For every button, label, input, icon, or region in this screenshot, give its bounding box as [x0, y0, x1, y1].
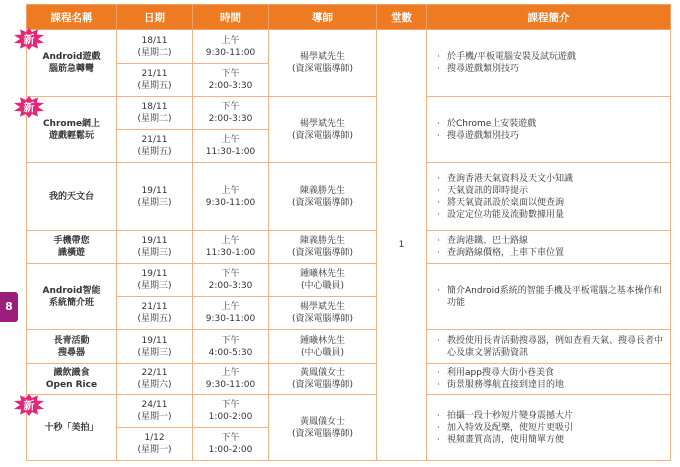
list-item: · 查詢港鐵、巴士路線	[437, 235, 670, 247]
session-date: 19/11 (星期三)	[117, 264, 193, 297]
list-item: · 查詢香港天氣資料及天文小知識	[437, 173, 670, 185]
list-item: · 設定定位功能及流動數據用量	[437, 209, 670, 221]
tutor-name: 楊學斌先生 (資深電腦導師)	[269, 30, 377, 97]
course-name: Chrome網上 遊戲輕鬆玩	[27, 97, 117, 163]
page-number-tab: 8	[0, 292, 18, 322]
course-summary	[427, 163, 671, 231]
header-tutor: 導師	[269, 5, 377, 30]
session-date: 21/11 (星期五)	[117, 130, 193, 163]
tutor-name: 楊學斌先生 (資深電腦導師)	[269, 297, 377, 330]
tutor-name: 黃鳳儀女士 (資深電腦導師)	[269, 395, 377, 461]
summary-list	[437, 173, 670, 221]
header-course: 課程名稱	[27, 5, 117, 30]
session-date: 22/11 (星期六)	[117, 364, 193, 395]
course-summary	[427, 264, 671, 330]
header-time: 時間	[193, 5, 269, 30]
tutor-name: 鍾曦林先生 (中心職員)	[269, 330, 377, 364]
table-row	[27, 330, 671, 364]
list-item: · 搜尋遊戲類別技巧	[437, 63, 670, 75]
course-summary	[427, 364, 671, 395]
table-row	[27, 264, 671, 297]
session-date: 21/11 (星期五)	[117, 297, 193, 330]
table-row	[27, 163, 671, 231]
session-time: 上午 11:30-1:00	[193, 130, 269, 163]
list-item: · 簡介Android系統的智能手機及平板電腦之基本操作和功能	[437, 285, 670, 309]
course-summary	[427, 330, 671, 364]
list-item: · 教授使用長青活動搜尋器，例如查看天氣、搜尋長者中心及康文署活動資訊	[437, 335, 670, 359]
course-name: 識飲識食 Open Rice	[27, 364, 117, 395]
session-date: 21/11 (星期五)	[117, 64, 193, 97]
header-sessions: 堂數	[377, 5, 427, 30]
course-name: 手機帶您 識橫遊	[27, 231, 117, 264]
table-row	[27, 30, 671, 64]
course-name: 十秒「美拍」	[27, 395, 117, 461]
table-row	[27, 364, 671, 395]
session-time: 下午 2:00-3:30	[193, 264, 269, 297]
course-summary	[427, 395, 671, 461]
tutor-name: 鍾曦林先生 (中心職員)	[269, 264, 377, 297]
session-time: 上午 9:30-11:00	[193, 364, 269, 395]
list-item: · 拍攝一段十秒短片變身震撼大片	[437, 410, 670, 422]
list-item: · 天氣資訊的即時提示	[437, 185, 670, 197]
summary-list	[437, 235, 670, 259]
summary-list	[437, 118, 670, 142]
table-row	[27, 231, 671, 264]
session-time: 上午 11:30-1:00	[193, 231, 269, 264]
list-item: · 於Chrome上安裝遊戲	[437, 118, 670, 130]
summary-list	[437, 51, 670, 75]
tutor-name: 黃鳳儀女士 (資深電腦導師)	[269, 364, 377, 395]
course-name: 我的天文台	[27, 163, 117, 231]
list-item: · 將天氣資訊設於桌面以便查詢	[437, 197, 670, 209]
course-name: Android遊戲 腦筋急轉彎	[27, 30, 117, 97]
session-time: 上午 9:30-11:00	[193, 163, 269, 231]
table-row	[27, 395, 671, 428]
summary-list	[437, 410, 670, 446]
tutor-name: 陳義勝先生 (資深電腦導師)	[269, 231, 377, 264]
tutor-name: 楊學斌先生 (資深電腦導師)	[269, 97, 377, 163]
course-summary	[427, 231, 671, 264]
table-row	[27, 97, 671, 130]
session-time: 下午 1:00-2:00	[193, 395, 269, 428]
session-date: 19/11 (星期三)	[117, 330, 193, 364]
summary-list	[437, 335, 670, 359]
list-item: · 加入特效及配樂，使短片更吸引	[437, 422, 670, 434]
list-item: · 視頻畫質高清，使用簡單方便	[437, 434, 670, 446]
session-date: 19/11 (星期三)	[117, 231, 193, 264]
course-summary	[427, 30, 671, 97]
new-badge: 新	[14, 28, 44, 50]
header-date: 日期	[117, 5, 193, 30]
course-name: Android智能 系統簡介班	[27, 264, 117, 330]
session-time: 下午 4:00-5:30	[193, 330, 269, 364]
list-item: · 查詢路線價格，上車下車位置	[437, 247, 670, 259]
session-time: 下午 2:00-3:30	[193, 97, 269, 130]
new-badge: 新	[14, 394, 44, 416]
session-date: 18/11 (星期二)	[117, 30, 193, 64]
summary-list	[437, 285, 670, 309]
session-time: 上午 9:30-11:00	[193, 297, 269, 330]
sessions-count: 1	[377, 30, 427, 461]
list-item: · 街景服務導航直接到達目的地	[437, 379, 670, 391]
list-item: · 利用app搜尋大街小巷美食	[437, 367, 670, 379]
session-date: 18/11 (星期二)	[117, 97, 193, 130]
summary-list	[437, 367, 670, 391]
course-name: 長青活動 搜尋器	[27, 330, 117, 364]
session-time: 下午 1:00-2:00	[193, 428, 269, 461]
session-date: 1/12 (星期一)	[117, 428, 193, 461]
header-summary: 課程簡介	[427, 5, 671, 30]
list-item: · 於手機/平板電腦安裝及試玩遊戲	[437, 51, 670, 63]
table-header-row	[27, 5, 671, 30]
course-summary	[427, 97, 671, 163]
course-schedule-table	[26, 4, 671, 461]
session-date: 24/11 (星期一)	[117, 395, 193, 428]
session-time: 下午 2:00-3:30	[193, 64, 269, 97]
session-date: 19/11 (星期三)	[117, 163, 193, 231]
session-time: 上午 9:30-11:00	[193, 30, 269, 64]
tutor-name: 陳義勝先生 (資深電腦導師)	[269, 163, 377, 231]
new-badge: 新	[14, 96, 44, 118]
list-item: · 搜尋遊戲類別技巧	[437, 130, 670, 142]
